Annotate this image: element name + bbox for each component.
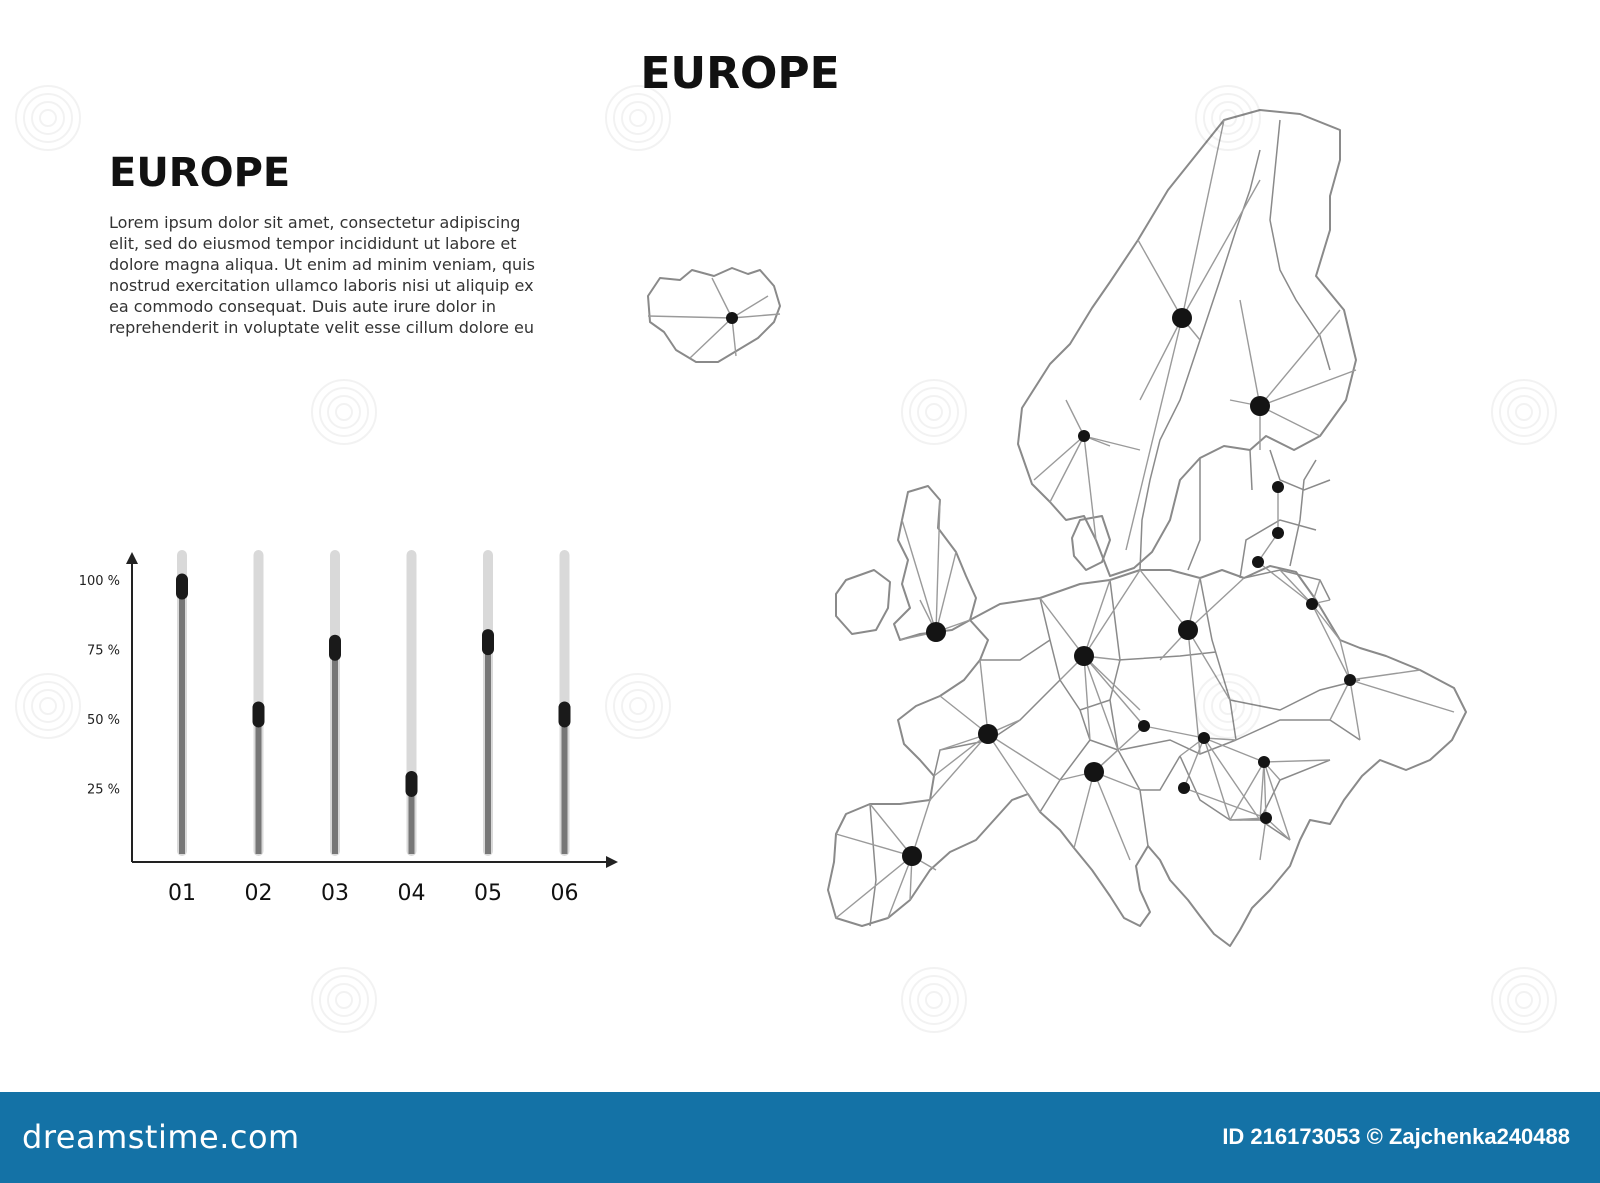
node-romania <box>1258 756 1270 768</box>
watermark-mark <box>1516 404 1532 420</box>
network-link <box>1094 726 1144 772</box>
watermark-mark <box>1492 380 1556 444</box>
watermark-mark <box>336 404 352 420</box>
network-link <box>1264 760 1330 762</box>
watermark-mark <box>320 976 368 1024</box>
brand-logo[interactable]: dreamstime.com <box>22 1118 300 1156</box>
watermark-mark <box>1516 992 1532 1008</box>
country-border <box>1290 460 1316 566</box>
country-border <box>1180 756 1290 840</box>
watermark-mark <box>40 698 56 714</box>
description-line: ea commodo consequat. Duis aute irure dolor in <box>109 297 496 316</box>
watermark-mark <box>1500 976 1548 1024</box>
bar-06 <box>559 550 571 856</box>
country-border <box>870 804 876 926</box>
watermark-mark <box>312 968 376 1032</box>
network-link <box>1264 762 1266 818</box>
watermark-mark <box>312 380 376 444</box>
bar-01 <box>176 550 188 856</box>
x-tick-label: 01 <box>168 881 196 906</box>
network-link <box>1350 680 1454 712</box>
node-sweden <box>1172 308 1192 328</box>
panel-description <box>109 212 579 338</box>
page-title: EUROPE <box>640 48 840 99</box>
country-border <box>980 640 1050 660</box>
country-border <box>1250 450 1252 490</box>
node-belarus <box>1306 598 1318 610</box>
country-border <box>1040 740 1090 812</box>
y-tick-label: 25 % <box>86 782 120 798</box>
network-link <box>988 734 1060 780</box>
network-link <box>1074 772 1094 848</box>
network-link <box>1350 680 1360 740</box>
scandinavia-outline <box>1018 110 1356 576</box>
watermark-mark <box>40 110 56 126</box>
country-border <box>1120 740 1236 754</box>
bar-value-marker <box>559 701 571 727</box>
network-link <box>1240 300 1260 406</box>
x-tick-label: 03 <box>321 881 349 906</box>
bar-value-marker <box>329 635 341 661</box>
network-link <box>980 660 988 734</box>
network-link <box>1084 436 1096 540</box>
node-latvia <box>1272 527 1284 539</box>
description-line: reprehenderit in voluptate velit esse cillum dolore eu <box>109 318 535 337</box>
node-iceland <box>726 312 738 324</box>
bar-05 <box>482 550 494 856</box>
country-border <box>1188 458 1200 570</box>
network-link <box>870 804 912 856</box>
country-border <box>1118 750 1148 846</box>
network-link <box>1260 406 1320 436</box>
node-estonia <box>1272 481 1284 493</box>
watermark-mark <box>328 984 360 1016</box>
node-norway <box>1078 430 1090 442</box>
network-link <box>902 520 936 632</box>
country-border <box>1230 680 1360 710</box>
network-link <box>1084 436 1140 450</box>
network-link <box>1094 772 1130 860</box>
network-link <box>648 316 732 318</box>
bar-fill <box>485 641 491 854</box>
description-line: nostrud exercitation ullamco laboris nisi ut aliquip ex <box>109 276 534 295</box>
watermark-mark <box>320 388 368 436</box>
network-link <box>1140 318 1182 400</box>
description-line: dolore magna aliqua. Ut enim ad minim veniam, quis <box>109 255 535 274</box>
watermark-mark <box>1508 396 1540 428</box>
country-border <box>1236 720 1360 740</box>
network-link <box>732 296 768 318</box>
network-link <box>1182 180 1260 318</box>
node-uk <box>926 622 946 642</box>
network-link <box>1050 436 1084 502</box>
bar-03 <box>329 550 341 856</box>
network-links <box>648 120 1454 918</box>
network-link <box>1312 604 1340 640</box>
network-link <box>1066 400 1084 436</box>
network-link <box>1084 656 1144 726</box>
bar-value-marker <box>482 629 494 655</box>
network-link <box>1034 436 1084 480</box>
bar-value-marker <box>253 701 265 727</box>
bar-fill <box>332 647 338 854</box>
watermark-mark <box>328 396 360 428</box>
node-germany <box>1074 646 1094 666</box>
bar-fill <box>562 713 568 854</box>
watermark-mark <box>1500 388 1548 436</box>
watermark-mark <box>336 992 352 1008</box>
network-link <box>1126 318 1182 550</box>
country-border <box>1110 580 1120 750</box>
y-tick-label: 100 % <box>78 574 120 589</box>
chart-axes <box>126 552 618 868</box>
network-link <box>1084 580 1110 656</box>
country-borders <box>870 120 1360 926</box>
country-outlines <box>648 110 1466 946</box>
network-link <box>712 278 732 318</box>
node-poland <box>1178 620 1198 640</box>
y-tick-label: 50 % <box>86 713 120 728</box>
bar-fill <box>179 586 185 854</box>
continent-outline <box>828 566 1466 946</box>
node-spain <box>902 846 922 866</box>
image-id-credit: ID 216173053 © Zajchenka240488 <box>1222 1124 1570 1149</box>
network-link <box>1204 738 1230 820</box>
bar-02 <box>253 550 265 856</box>
bar-value-marker <box>176 574 188 600</box>
network-link <box>690 318 732 358</box>
network-link <box>1340 640 1350 680</box>
node-austria <box>1138 720 1150 732</box>
x-tick-label: 02 <box>244 881 273 906</box>
network-link <box>1260 762 1264 820</box>
x-tick-label: 06 <box>550 881 579 906</box>
bar-fill <box>256 713 262 854</box>
y-tick-label: 75 % <box>86 643 120 659</box>
network-link <box>732 314 780 318</box>
network-link <box>1144 726 1204 738</box>
footer-bar <box>0 1092 1600 1183</box>
network-link <box>1184 788 1266 818</box>
network-link <box>1140 570 1188 630</box>
watermark-mark <box>24 94 72 142</box>
node-bulgaria <box>1260 812 1272 824</box>
description-line: Lorem ipsum dolor sit amet, consectetur adipiscing <box>109 213 521 232</box>
network-link <box>936 552 956 632</box>
panel-title: EUROPE <box>109 150 291 196</box>
x-tick-label: 05 <box>474 881 502 906</box>
ireland-outline <box>836 570 890 634</box>
bar-chart <box>60 550 640 930</box>
network-link <box>1084 656 1140 710</box>
network-nodes <box>726 308 1356 866</box>
description-line: elit, sed do eiusmod tempor incididunt ut labore et <box>109 234 517 253</box>
network-link <box>1350 670 1420 680</box>
y-axis-arrow <box>126 552 138 564</box>
bar-value-marker <box>406 771 418 797</box>
watermark-mark <box>32 102 64 134</box>
country-border <box>1140 756 1180 790</box>
watermark-mark <box>1492 968 1556 1032</box>
node-italy <box>1084 762 1104 782</box>
network-link <box>1138 240 1182 318</box>
europe-map <box>640 100 1500 1020</box>
network-link <box>1260 818 1266 860</box>
watermark-mark <box>1508 984 1540 1016</box>
node-ukraine <box>1344 674 1356 686</box>
node-hungary <box>1198 732 1210 744</box>
node-lithuania <box>1252 556 1264 568</box>
node-france <box>978 724 998 744</box>
uk-outline <box>894 486 976 640</box>
x-tick-label: 04 <box>397 881 426 906</box>
node-finland <box>1250 396 1270 416</box>
bar-04 <box>406 550 418 856</box>
node-serbia <box>1178 782 1190 794</box>
network-link <box>1188 578 1244 630</box>
x-axis-arrow <box>606 856 618 868</box>
network-link <box>934 734 988 776</box>
